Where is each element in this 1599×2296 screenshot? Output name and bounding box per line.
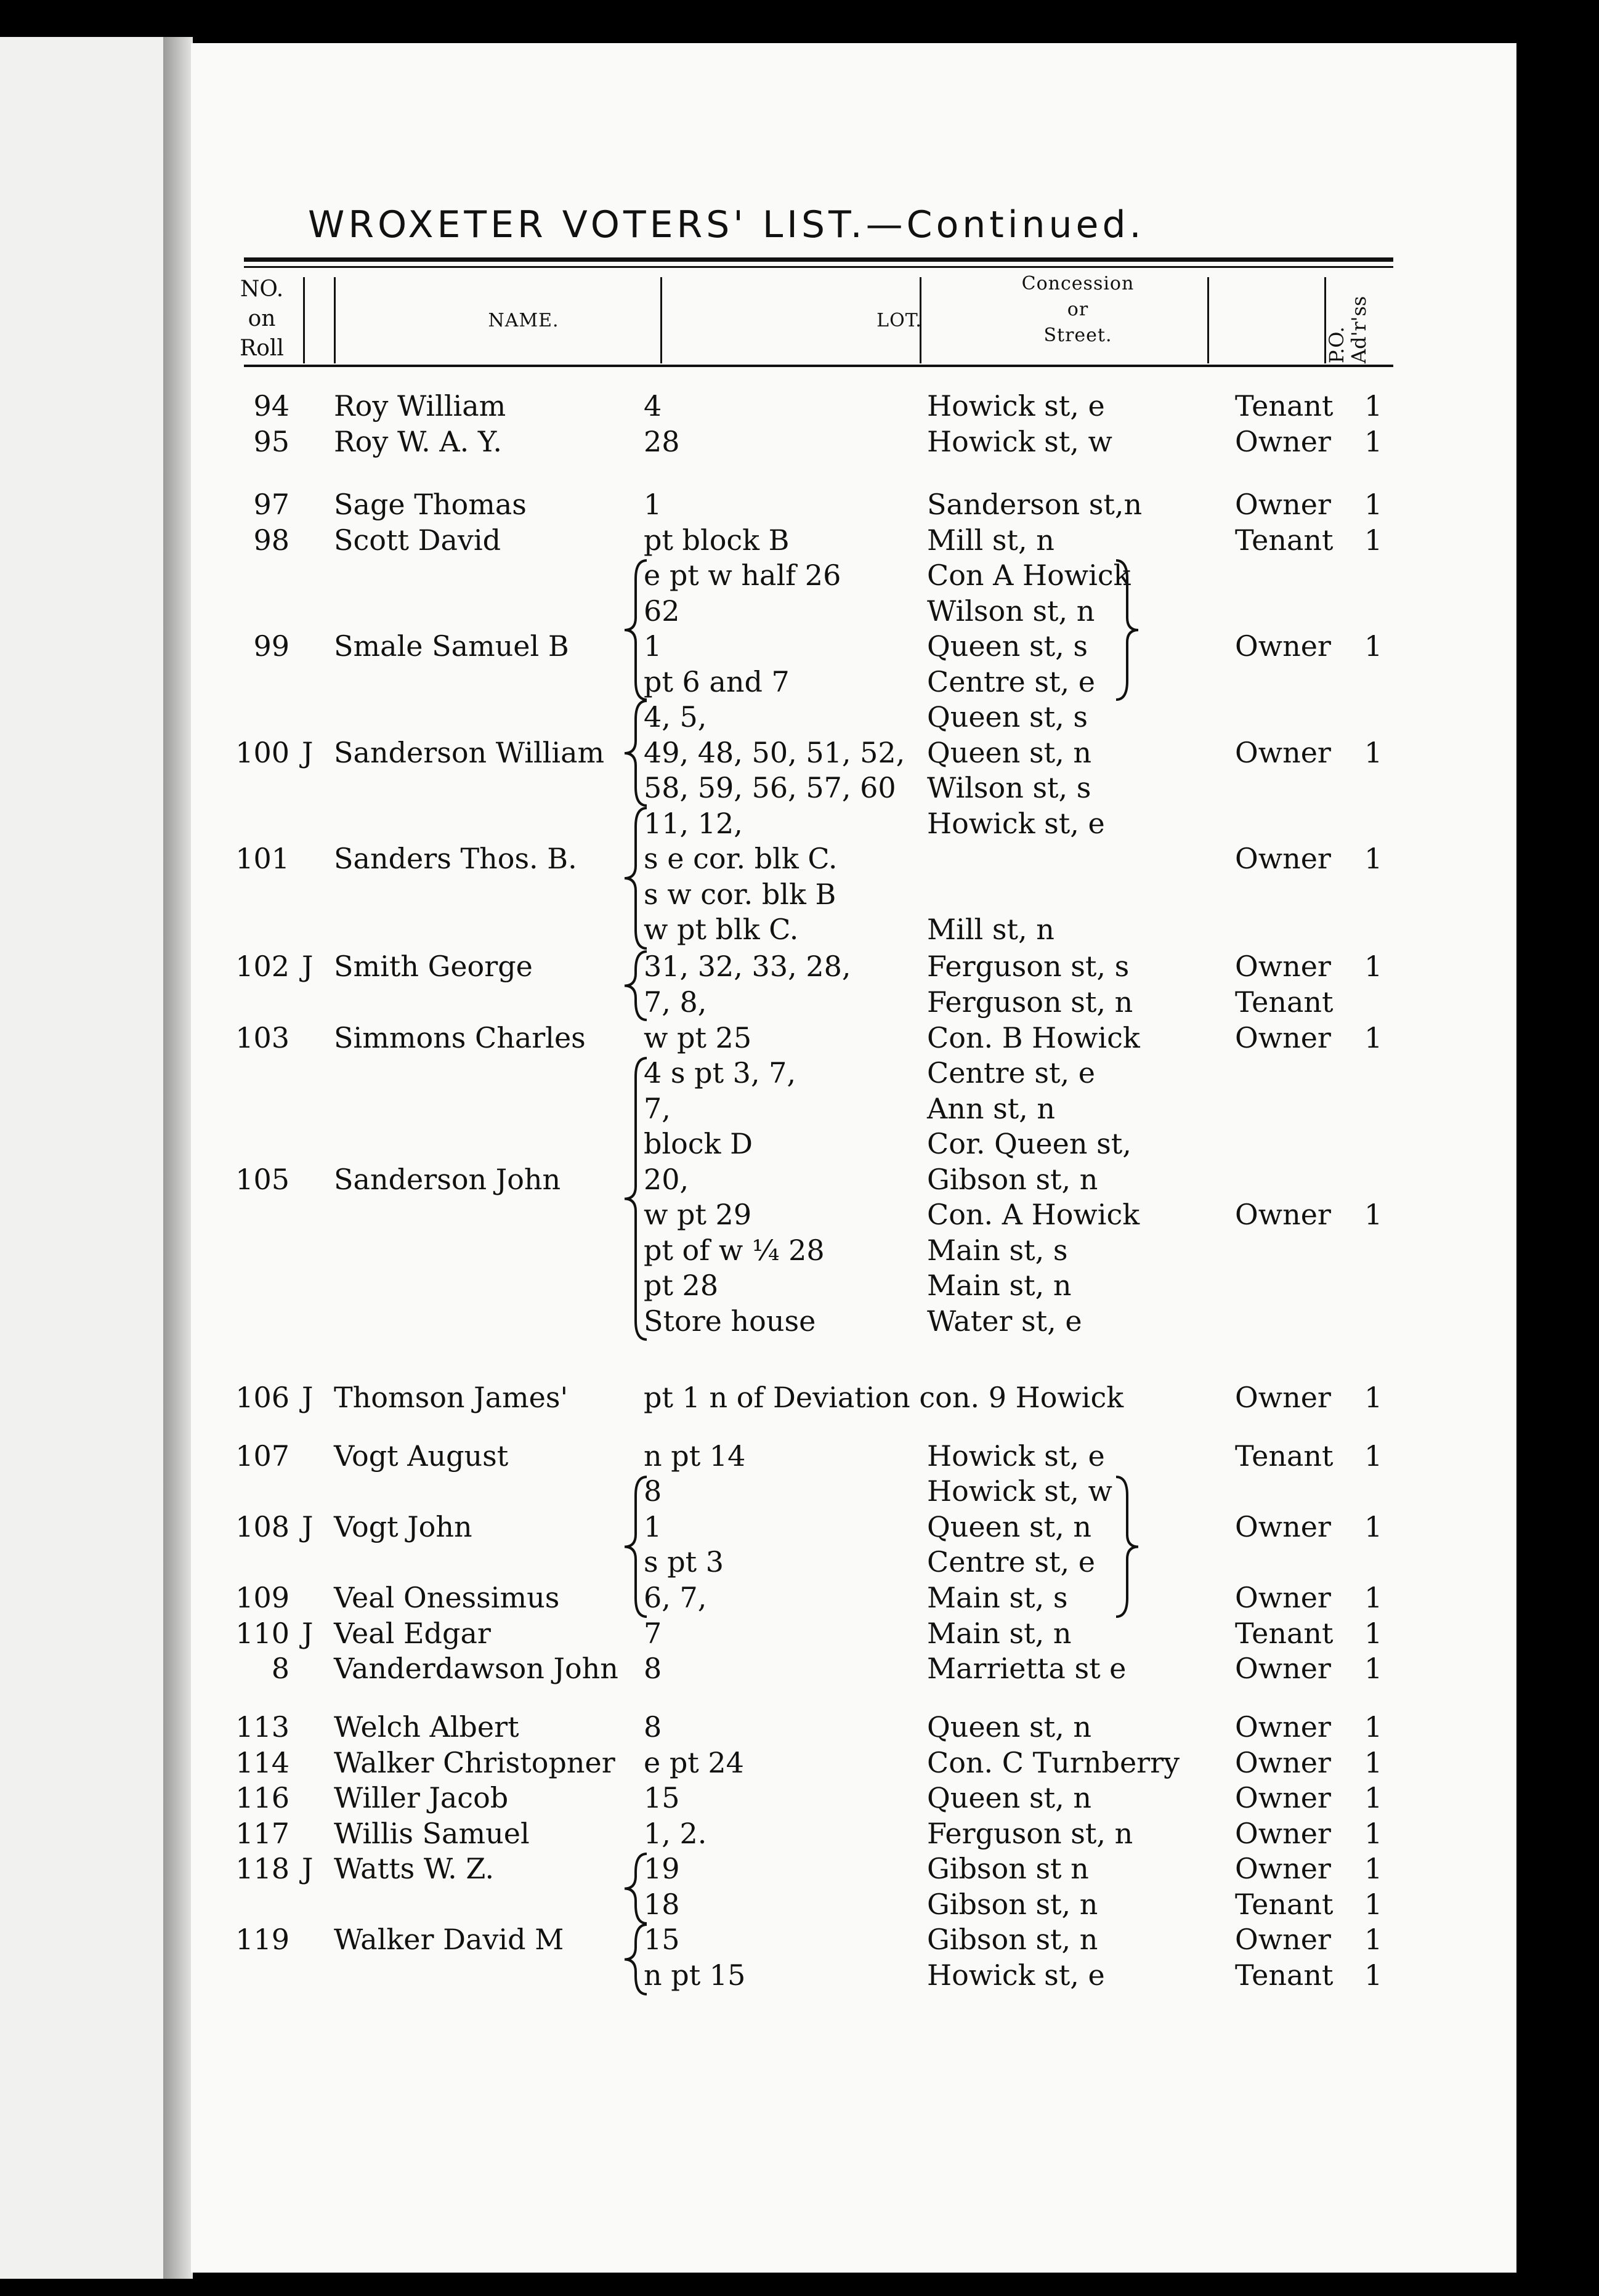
curly-brace: [625, 560, 647, 700]
concession-street-cell: Queen st, s: [927, 629, 1088, 663]
concession-street-cell: Con A Howick: [927, 559, 1131, 592]
header-no-line: on: [248, 306, 276, 331]
lot-cell: 4, 5,: [644, 700, 707, 734]
po-address-cell: 1: [1364, 1746, 1383, 1779]
po-address-cell: 1: [1364, 1617, 1383, 1650]
po-address-cell: 1: [1364, 1958, 1383, 1992]
lot-cell: 58, 59, 56, 57, 60: [644, 771, 896, 804]
voter-name-cell: Simmons Charles: [334, 1021, 586, 1054]
concession-street-cell: Con. A Howick: [927, 1198, 1140, 1231]
roll-number-cell: 118: [235, 1852, 289, 1885]
po-address-cell: 1: [1364, 425, 1383, 458]
po-address-cell: 1: [1364, 1923, 1383, 1956]
voter-name-cell: Willer Jacob: [334, 1781, 509, 1814]
lot-cell: pt of w ¼ 28: [644, 1234, 825, 1267]
lot-cell: 8: [644, 1710, 662, 1744]
roll-number-cell: 113: [235, 1710, 289, 1744]
po-address-cell: 1: [1364, 389, 1383, 422]
tenure-status-cell: Owner: [1235, 1852, 1331, 1885]
concession-street-cell: Queen st, n: [927, 736, 1091, 769]
voter-name-cell: Thomson James': [334, 1381, 569, 1414]
lot-cell: pt 6 and 7: [644, 665, 790, 698]
tenure-status-cell: Tenant: [1235, 985, 1334, 1019]
lot-cell: 6, 7,: [644, 1581, 707, 1614]
concession-street-cell: Main st, s: [927, 1234, 1068, 1267]
tenure-status-cell: Owner: [1235, 1923, 1331, 1956]
lot-cell: 15: [644, 1781, 680, 1814]
tenure-status-cell: Tenant: [1235, 1439, 1334, 1473]
header-no-line: NO.: [240, 277, 284, 302]
lot-cell: s pt 3: [644, 1545, 724, 1578]
concession-street-cell: Howick st, e: [927, 389, 1105, 422]
concession-street-cell: Main st, s: [927, 1581, 1068, 1614]
po-address-cell: 1: [1364, 1817, 1383, 1850]
document-page: [191, 43, 1516, 2273]
concession-street-cell: Howick st, e: [927, 1958, 1105, 1992]
voter-name-cell: Smith George: [334, 950, 533, 983]
tenure-status-cell: Owner: [1235, 950, 1331, 983]
lot-cell: 28: [644, 425, 680, 458]
lot-cell: Store house: [644, 1304, 816, 1338]
voter-name-cell: Welch Albert: [334, 1710, 519, 1744]
curly-brace: [625, 1854, 647, 1923]
roll-number-cell: 94: [253, 389, 289, 422]
lot-cell: 8: [644, 1652, 662, 1685]
header-po-line: P.O.: [1325, 326, 1348, 363]
tenure-status-cell: Owner: [1235, 1817, 1331, 1850]
tenure-status-cell: Owner: [1235, 1021, 1331, 1054]
lot-cell: 20,: [644, 1163, 689, 1196]
tenure-status-cell: Owner: [1235, 1381, 1331, 1414]
po-address-cell: 1: [1364, 1510, 1383, 1543]
curly-brace: [625, 952, 647, 1020]
roll-number-cell: 97: [253, 488, 289, 521]
roll-number-cell: 119: [235, 1923, 289, 1956]
concession-street-cell: Ferguson st, n: [927, 1817, 1133, 1850]
concession-street-cell: Centre st, e: [927, 665, 1095, 698]
po-address-cell: 1: [1364, 1198, 1383, 1231]
lot-cell: w pt 29: [644, 1198, 752, 1231]
curly-brace: [625, 808, 647, 948]
po-address-cell: 1: [1364, 950, 1383, 983]
lot-cell: 1: [644, 488, 662, 521]
voter-name-cell: Sanders Thos. B.: [334, 842, 577, 875]
lot-cell: 19: [644, 1852, 680, 1885]
tenure-status-cell: Tenant: [1235, 1958, 1334, 1992]
header-concession-line: Concession: [1021, 273, 1135, 294]
lot-cell: s e cor. blk C.: [644, 842, 838, 875]
roll-number-cell: 102: [235, 950, 289, 983]
lot-cell: 11, 12,: [644, 807, 743, 840]
concession-street-cell: Mill st, n: [927, 523, 1055, 557]
lot-cell: n pt 14: [644, 1439, 746, 1473]
voter-name-cell: Vogt August: [334, 1439, 509, 1473]
voter-name-cell: Roy W. A. Y.: [334, 425, 502, 458]
concession-street-cell: Ferguson st, s: [927, 950, 1130, 983]
tenure-status-cell: Owner: [1235, 842, 1331, 875]
lot-cell: 4: [644, 389, 662, 422]
concession-street-cell: Marrietta st e: [927, 1652, 1127, 1685]
roll-number-cell: 100: [235, 736, 289, 769]
po-address-cell: 1: [1364, 523, 1383, 557]
concession-street-cell: Main st, n: [927, 1617, 1072, 1650]
roll-number-cell: 99: [253, 629, 289, 663]
tenure-status-cell: Owner: [1235, 629, 1331, 663]
roll-number-cell: 117: [235, 1817, 289, 1850]
roll-number-cell: 109: [235, 1581, 289, 1614]
concession-street-cell: Gibson st, n: [927, 1163, 1098, 1196]
tenure-status-cell: Tenant: [1235, 389, 1334, 422]
concession-street-cell: Sanderson st,n: [927, 488, 1143, 521]
curly-brace: [625, 1925, 647, 1994]
voter-name-cell: Walker David M: [334, 1923, 564, 1956]
tenure-status-cell: Owner: [1235, 1581, 1331, 1614]
lot-cell: n pt 15: [644, 1958, 746, 1992]
concession-street-cell: Howick st, e: [927, 807, 1105, 840]
lot-cell: block D: [644, 1127, 753, 1160]
lot-cell: 62: [644, 594, 680, 628]
tenure-status-cell: Owner: [1235, 1710, 1331, 1744]
tenure-status-cell: Owner: [1235, 1652, 1331, 1685]
juror-mark-cell: J: [302, 1617, 314, 1650]
lot-cell: 7,: [644, 1092, 671, 1125]
voter-name-cell: Veal Onessimus: [334, 1581, 560, 1614]
concession-street-cell: Ann st, n: [927, 1092, 1056, 1125]
curly-brace: [625, 1058, 647, 1340]
po-address-cell: 1: [1364, 1381, 1383, 1414]
curly-brace: [1116, 560, 1138, 700]
lot-cell: pt 1 n of Deviation con. 9 Howick: [644, 1381, 1124, 1414]
lot-cell: w pt blk C.: [644, 913, 799, 946]
header-po-line: Ad'r'ss: [1347, 296, 1370, 363]
po-address-cell: 1: [1364, 629, 1383, 663]
curly-brace: [625, 1477, 647, 1617]
concession-street-cell: Queen st, n: [927, 1710, 1091, 1744]
juror-mark-cell: J: [302, 1852, 314, 1885]
lot-cell: 7: [644, 1617, 662, 1650]
concession-street-cell: Main st, n: [927, 1269, 1072, 1302]
voter-name-cell: Watts W. Z.: [334, 1852, 495, 1885]
po-address-cell: 1: [1364, 842, 1383, 875]
concession-street-cell: Gibson st, n: [927, 1923, 1098, 1956]
voter-name-cell: Walker Christopner: [334, 1746, 615, 1779]
voter-name-cell: Sanderson John: [334, 1163, 561, 1196]
voter-name-cell: Roy William: [334, 389, 506, 422]
facing-page: [0, 37, 166, 2279]
roll-number-cell: 114: [235, 1746, 289, 1779]
page-title: WROXETER VOTERS' LIST.—Continued.: [308, 203, 1145, 246]
po-address-cell: 1: [1364, 1581, 1383, 1614]
lot-cell: 7, 8,: [644, 985, 707, 1019]
tenure-status-cell: Owner: [1235, 1198, 1331, 1231]
header-concession-line: or: [1067, 299, 1089, 320]
juror-mark-cell: J: [302, 736, 314, 769]
voter-name-cell: Vanderdawson John: [334, 1652, 618, 1685]
lot-cell: 1: [644, 629, 662, 663]
concession-street-cell: Gibson st, n: [927, 1888, 1098, 1921]
voter-name-cell: Scott David: [334, 523, 501, 557]
lot-cell: 49, 48, 50, 51, 52,: [644, 736, 905, 769]
book-gutter: [163, 37, 193, 2279]
roll-number-cell: 107: [235, 1439, 289, 1473]
roll-number-cell: 8: [271, 1652, 289, 1685]
concession-street-cell: Mill st, n: [927, 913, 1055, 946]
lot-cell: w pt 25: [644, 1021, 752, 1054]
roll-number-cell: 95: [253, 425, 289, 458]
lot-cell: 1: [644, 1510, 662, 1543]
concession-street-cell: Ferguson st, n: [927, 985, 1133, 1019]
voter-name-cell: Smale Samuel B: [334, 629, 569, 663]
lot-cell: 18: [644, 1888, 680, 1921]
juror-mark-cell: J: [302, 950, 314, 983]
concession-street-cell: Con. B Howick: [927, 1021, 1140, 1054]
voter-name-cell: Sanderson William: [334, 736, 605, 769]
curly-brace: [1116, 1477, 1138, 1617]
tenure-status-cell: Tenant: [1235, 1888, 1334, 1921]
roll-number-cell: 108: [235, 1510, 289, 1543]
po-address-cell: 1: [1364, 1439, 1383, 1473]
po-address-cell: 1: [1364, 736, 1383, 769]
tenure-status-cell: Owner: [1235, 1781, 1331, 1814]
roll-number-cell: 98: [253, 523, 289, 557]
curly-brace: [625, 701, 647, 806]
po-address-cell: 1: [1364, 1852, 1383, 1885]
concession-street-cell: Queen st, s: [927, 700, 1088, 734]
concession-street-cell: Howick st, e: [927, 1439, 1105, 1473]
concession-street-cell: Centre st, e: [927, 1056, 1095, 1089]
lot-cell: pt block B: [644, 523, 790, 557]
concession-street-cell: Howick st, w: [927, 1474, 1112, 1508]
po-address-cell: 1: [1364, 1652, 1383, 1685]
lot-cell: pt 28: [644, 1269, 719, 1302]
po-address-cell: 1: [1364, 1888, 1383, 1921]
voter-name-cell: Sage Thomas: [334, 488, 527, 521]
roll-number-cell: 116: [235, 1781, 289, 1814]
lot-cell: 1, 2.: [644, 1817, 707, 1850]
tenure-status-cell: Owner: [1235, 736, 1331, 769]
tenure-status-cell: Owner: [1235, 488, 1331, 521]
voter-name-cell: Veal Edgar: [334, 1617, 491, 1650]
po-address-cell: 1: [1364, 488, 1383, 521]
header-lot: LOT.: [876, 310, 922, 331]
lot-cell: 8: [644, 1474, 662, 1508]
concession-street-cell: Queen st, n: [927, 1781, 1091, 1814]
lot-cell: e pt w half 26: [644, 559, 841, 592]
juror-mark-cell: J: [302, 1510, 314, 1543]
lot-cell: 31, 32, 33, 28,: [644, 950, 851, 983]
tenure-status-cell: Owner: [1235, 425, 1331, 458]
brace-group: [191, 43, 1516, 2273]
header-concession-line: Street.: [1043, 325, 1112, 346]
roll-number-cell: 110: [235, 1617, 289, 1650]
lot-cell: e pt 24: [644, 1746, 744, 1779]
lot-cell: s w cor. blk B: [644, 878, 836, 911]
concession-street-cell: Wilson st, s: [927, 771, 1091, 804]
header-name: NAME.: [488, 310, 559, 331]
concession-street-cell: Wilson st, n: [927, 594, 1095, 628]
concession-street-cell: Queen st, n: [927, 1510, 1091, 1543]
concession-street-cell: Centre st, e: [927, 1545, 1095, 1578]
tenure-status-cell: Tenant: [1235, 523, 1334, 557]
po-address-cell: 1: [1364, 1781, 1383, 1814]
voter-name-cell: Willis Samuel: [334, 1817, 530, 1850]
juror-mark-cell: J: [302, 1381, 314, 1414]
concession-street-cell: Con. C Turnberry: [927, 1746, 1180, 1779]
concession-street-cell: Howick st, w: [927, 425, 1112, 458]
concession-street-cell: Cor. Queen st,: [927, 1127, 1131, 1160]
roll-number-cell: 103: [235, 1021, 289, 1054]
concession-street-cell: Water st, e: [927, 1304, 1082, 1338]
roll-number-cell: 105: [235, 1163, 289, 1196]
header-no-line: Roll: [240, 336, 284, 361]
lot-cell: 15: [644, 1923, 680, 1956]
roll-number-cell: 106: [235, 1381, 289, 1414]
tenure-status-cell: Owner: [1235, 1510, 1331, 1543]
concession-street-cell: Gibson st n: [927, 1852, 1089, 1885]
po-address-cell: 1: [1364, 1710, 1383, 1744]
tenure-status-cell: Tenant: [1235, 1617, 1334, 1650]
roll-number-cell: 101: [235, 842, 289, 875]
lot-cell: 4 s pt 3, 7,: [644, 1056, 796, 1089]
po-address-cell: 1: [1364, 1021, 1383, 1054]
tenure-status-cell: Owner: [1235, 1746, 1331, 1779]
voter-name-cell: Vogt John: [334, 1510, 472, 1543]
